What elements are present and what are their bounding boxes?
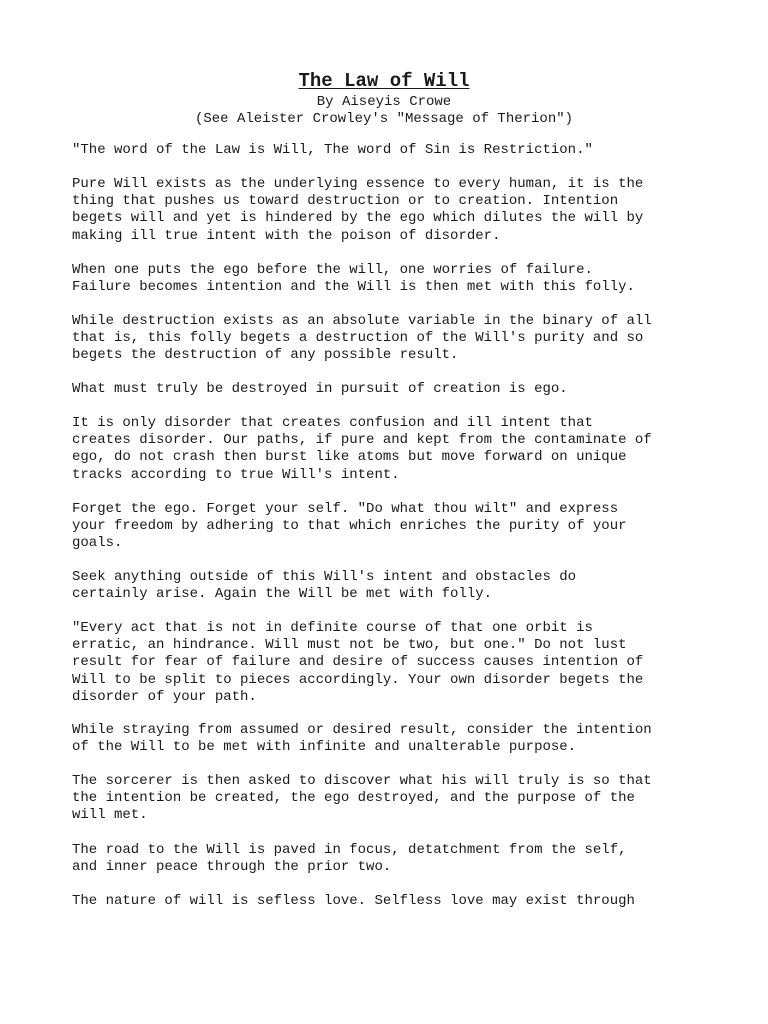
paragraph: Pure Will exists as the underlying essence to every human, it is the thing that pushes us toward destruction or to creation. Intention begets will and yet is hindered by the ego which dilutes the will by making ill true intent with the poison of disorder. [72,176,644,244]
paragraph: It is only disorder that creates confusion and ill intent that creates disorder. Our paths, if pure and kept from the contaminate of ego, do not crash then burst like atoms but move forward on unique tracks according to true Will's intent. [72,415,652,483]
paragraph: While straying from assumed or desired result, consider the intention of the Will to be met with infinite and unalterable purpose. [72,722,652,756]
paragraph: While destruction exists as an absolute variable in the binary of all that is, this folly begets a destruction of the Will's purity and so begets the destruction of any possible result. [72,313,652,364]
document-title: The Law of Will [298,70,470,92]
paragraph: "Every act that is not in definite course of that one orbit is erratic, an hindrance. Will must not be two, but one." Do not lust result for fear of failure and desire of success causes intention of Will to be split to pieces accordingly. Your own disorder begets the disorder of your path. [72,620,644,705]
author-line: By Aiseyis Crowe [316,94,452,110]
paragraph: What must truly be destroyed in pursuit of creation is ego. [72,381,568,397]
paragraph: The sorcerer is then asked to discover what his will truly is so that the intention be created, the ego destroyed, and the purpose of the will met. [72,773,652,824]
paragraph: "The word of the Law is Will, The word of Sin is Restriction." [72,142,593,158]
paragraph: The nature of will is sefless love. Selfless love may exist through [72,893,635,909]
reference-line: (See Aleister Crowley's "Message of Therion") [194,111,574,127]
paragraph: When one puts the ego before the will, one worries of failure. Failure becomes intention and the Will is then met with this folly. [72,262,635,296]
paragraph: The road to the Will is paved in focus, detatchment from the self, and inner peace through the prior two. [72,842,627,876]
paragraph: Forget the ego. Forget your self. "Do what thou wilt" and express your freedom by adhering to that which enriches the purity of your goals. [72,501,627,552]
paragraph: Seek anything outside of this Will's intent and obstacles do certainly arise. Again the Will be met with folly. [72,569,577,603]
